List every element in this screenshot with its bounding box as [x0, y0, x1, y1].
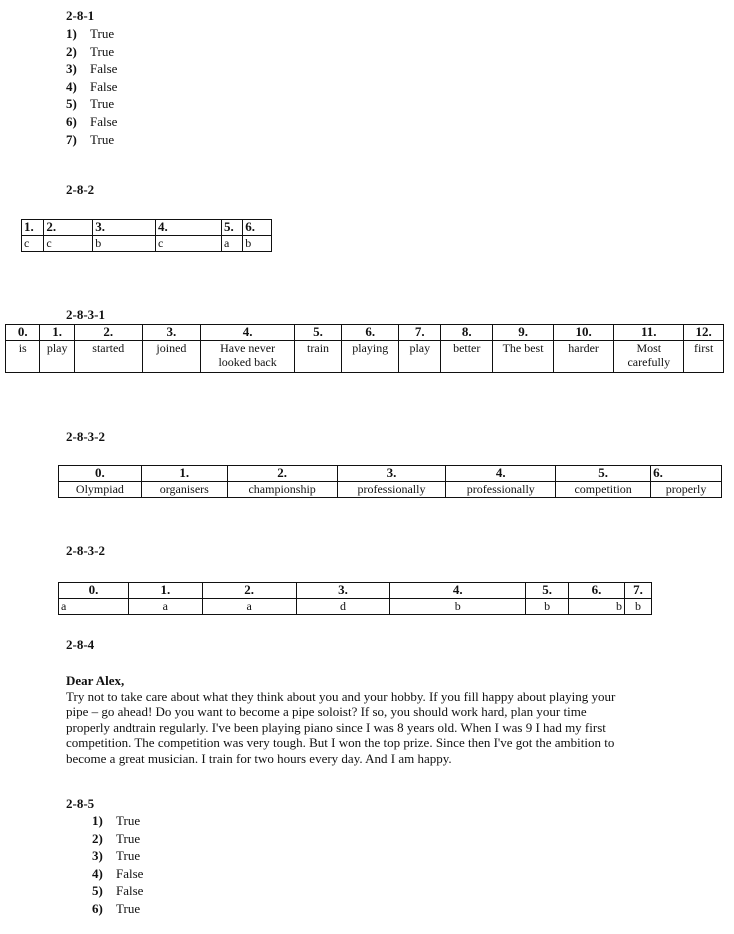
table-cell: play [399, 341, 441, 373]
table-header-cell: 3. [93, 220, 156, 236]
letter-greeting: Dear Alex, [66, 673, 125, 688]
table-header-cell: 3. [337, 466, 446, 482]
table-header-cell: 11. [614, 325, 684, 341]
table-header-cell: 1. [128, 583, 202, 599]
table-cell: c [22, 236, 44, 252]
table-cell: b [243, 236, 272, 252]
table-header-cell: 0. [59, 583, 129, 599]
table-cell: joined [142, 341, 200, 373]
table-header-cell: 2. [44, 220, 93, 236]
table-cell: c [44, 236, 93, 252]
table-cell: championship [227, 482, 337, 498]
table-cell: a [202, 599, 296, 615]
section-2-8-3-2-heading: 2-8-3-2 [66, 429, 105, 444]
table-header-cell: 2. [202, 583, 296, 599]
table-header-cell: 5. [221, 220, 242, 236]
answer-table-2-8-3-2-words [58, 465, 722, 498]
table-header-cell: 10. [553, 325, 614, 341]
letter-text [66, 673, 734, 766]
list-item: 5) True [66, 96, 115, 112]
table-header-cell: 4. [201, 325, 295, 341]
table-header-cell: 8. [441, 325, 493, 341]
table-cell: first [684, 341, 724, 373]
table-header-cell: 5. [526, 583, 569, 599]
section-2-8-5-list [92, 812, 143, 918]
section-2-8-5-heading: 2-8-5 [66, 796, 95, 811]
table-cell: professionally [337, 482, 446, 498]
table-header-cell: 6. [651, 466, 722, 482]
table-header-cell: 7. [624, 583, 651, 599]
table-cell: is [6, 341, 40, 373]
table-header-cell: 3. [142, 325, 200, 341]
table-cell: d [296, 599, 390, 615]
table-cell: a [128, 599, 202, 615]
list-item: 5) False [92, 883, 144, 899]
table-header-cell: 12. [684, 325, 724, 341]
list-item: 3) False [66, 61, 118, 77]
section-2-8-1-list [66, 25, 117, 148]
list-item: 4) False [66, 78, 118, 94]
list-item: 2) True [66, 43, 115, 59]
table-header-cell: 6. [569, 583, 625, 599]
table-header-cell: 5. [295, 325, 342, 341]
list-item: 4) False [92, 865, 144, 881]
section-2-8-4-heading: 2-8-4 [66, 637, 95, 652]
table-header-cell: 1. [40, 325, 74, 341]
section-2-8-3-1-heading: 2-8-3-1 [66, 307, 105, 322]
table-header-cell: 9. [493, 325, 554, 341]
answer-table-2-8-2 [21, 219, 272, 252]
list-item: 7) True [66, 131, 115, 147]
section-2-8-2-heading: 2-8-2 [66, 182, 95, 197]
list-item: 6) False [66, 113, 118, 129]
table-header-cell: 2. [227, 466, 337, 482]
table-cell: train [295, 341, 342, 373]
table-cell: a [221, 236, 242, 252]
table-cell: play [40, 341, 74, 373]
answer-table-2-8-3-1 [5, 324, 724, 373]
table-header-cell: 6. [342, 325, 399, 341]
table-cell: b [93, 236, 156, 252]
list-item: 6) True [92, 900, 141, 916]
table-cell: b [526, 599, 569, 615]
table-cell: b [624, 599, 651, 615]
table-cell: professionally [446, 482, 556, 498]
table-cell: better [441, 341, 493, 373]
table-header-cell: 2. [74, 325, 142, 341]
letter-line: pipe – go ahead! Do you want to become a pipe soloist? If so, you should work hard, plan your time [66, 704, 587, 719]
table-cell: started [74, 341, 142, 373]
table-header-cell: 1. [22, 220, 44, 236]
table-cell: The best [493, 341, 554, 373]
section-2-8-1-heading: 2-8-1 [66, 8, 95, 23]
table-header-cell: 1. [141, 466, 227, 482]
letter-line: properly andtrain regularly. I've been playing piano since I was 8 years old. When I was 9 I had my first [66, 719, 606, 735]
table-header-cell: 3. [296, 583, 390, 599]
letter-line: become a great musician. I train for two hours every day. And I am happy. [66, 750, 452, 766]
table-header-cell: 5. [556, 466, 651, 482]
table-header-cell: 4. [390, 583, 526, 599]
letter-line: Try not to take care about what they think about you and your hobby. If you fill happy about playing your [66, 688, 616, 704]
table-cell: competition [556, 482, 651, 498]
table-header-cell: 4. [446, 466, 556, 482]
table-cell: b [569, 599, 625, 615]
table-cell: c [156, 236, 222, 252]
table-cell: harder [553, 341, 614, 373]
table-cell: properly [651, 482, 722, 498]
list-item: 2) True [92, 830, 141, 846]
list-item: 1) True [92, 813, 141, 828]
table-cell: Olympiad [59, 482, 142, 498]
table-cell: Most carefully [614, 341, 684, 373]
letter-line: competition. The competition was very tough. But I won the top prize. Since then I've got the ambition to [66, 735, 615, 750]
list-item: 1) True [66, 26, 115, 41]
table-header-cell: 4. [156, 220, 222, 236]
table-header-cell: 7. [399, 325, 441, 341]
table-cell: a [59, 599, 129, 615]
table-header-cell: 6. [243, 220, 272, 236]
table-header-cell: 0. [6, 325, 40, 341]
table-cell: playing [342, 341, 399, 373]
table-header-cell: 0. [59, 466, 142, 482]
answer-table-2-8-3-2-letters [58, 582, 652, 615]
section-2-8-3-2-second-heading: 2-8-3-2 [66, 543, 105, 558]
table-cell: Have never looked back [201, 341, 295, 373]
table-cell: organisers [141, 482, 227, 498]
table-cell: b [390, 599, 526, 615]
list-item: 3) True [92, 848, 141, 864]
